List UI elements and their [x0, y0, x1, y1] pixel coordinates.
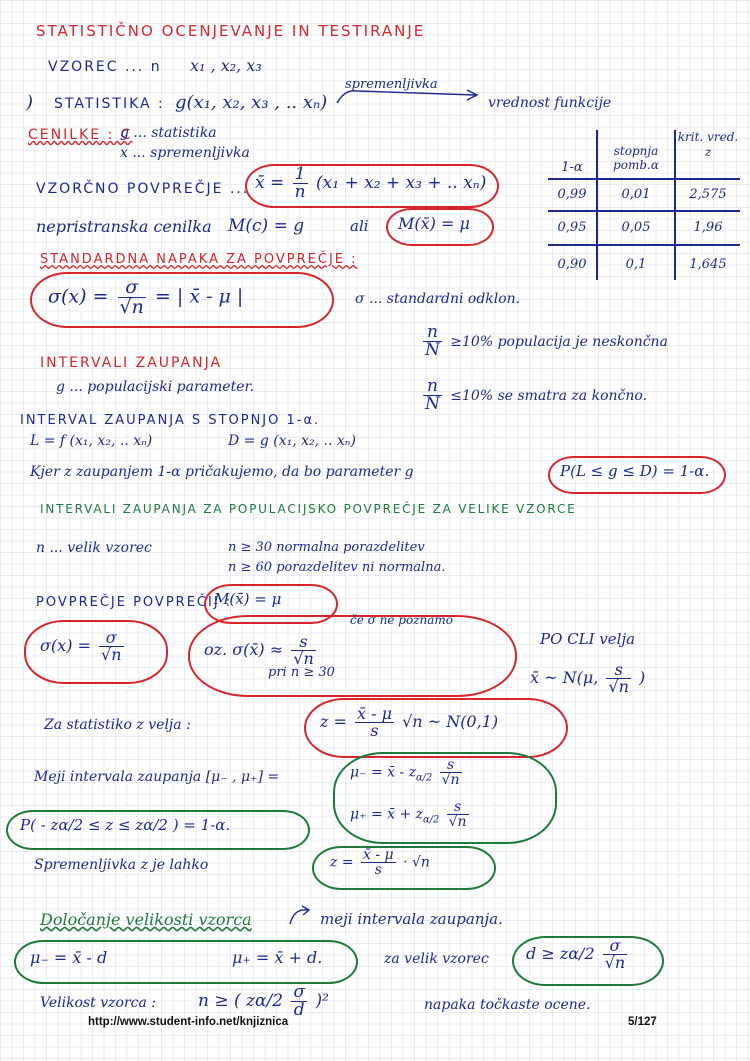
sigma-approx-cond: pri n ≥ 30	[268, 665, 335, 680]
intervals-prob: P(L ≤ g ≤ D) = 1-α.	[560, 462, 710, 480]
bracket-mark: )	[26, 92, 34, 113]
sample-size-plus: μ₊ = x̄ + d.	[232, 948, 323, 967]
table-cell: 0,99	[557, 187, 587, 202]
sample-values: x₁ , x₂, x₃	[190, 56, 262, 75]
sample-size-size-lhs: n ≥ ( zα/2	[198, 991, 284, 1011]
limits-minus	[350, 758, 465, 787]
table-cell: 0,95	[557, 220, 587, 235]
std-error-num: σ	[118, 278, 146, 298]
pop-note-2-num: n	[423, 378, 442, 396]
large-samples-n: n ... velik vzorec	[36, 540, 152, 556]
critical-values-table	[548, 130, 740, 280]
statistic-label: STATISTIKA :	[54, 96, 165, 112]
table-cell: 0,05	[621, 220, 651, 235]
statistic-var-note: spremenljivka	[345, 77, 438, 92]
unbiased-expr: M(c) = g	[228, 216, 305, 236]
limits-plus-num: s	[447, 800, 469, 815]
sample-size-size-close: )²	[315, 991, 329, 1011]
table-header-2: stopnja pomb.α	[613, 144, 659, 173]
sample-size-minus: μ₋ = x̄ - d	[30, 948, 108, 967]
variable-z-den: s	[374, 862, 382, 878]
mean-of-means-label: POVPREČJE POVPREČIJ :	[36, 595, 233, 610]
estimators-heading: CENILKE : C	[28, 127, 133, 143]
limits-label: Meji intervala zaupanja [μ₋ , μ₊] =	[34, 769, 280, 785]
sigma-den: √n	[101, 645, 122, 664]
z-stat-num: x̄ - μ	[357, 704, 393, 723]
sample-mean-den: n	[294, 182, 306, 202]
sigma-num: σ	[99, 630, 124, 647]
prob-z: P( - zα/2 ≤ z ≤ zα/2 ) = 1-α.	[20, 816, 231, 834]
variable-z-num: x̄ - μ	[363, 847, 394, 863]
limits-minus-num: s	[440, 758, 462, 773]
std-error-rest: = | x̄ - μ |	[154, 285, 244, 308]
clt-expr	[530, 662, 645, 695]
table-header-3: krit. vred. z	[677, 130, 739, 159]
sample-size-size-label: Velikost vzorca :	[40, 995, 156, 1011]
mean-of-means-expr: M(x̄) = μ	[214, 590, 282, 608]
limits-plus-sub: α/2	[423, 814, 440, 826]
intervals-bound-l: L = f (x₁, x₂, .. xₙ)	[30, 433, 153, 449]
statistic-result: vrednost funkcije	[488, 95, 612, 111]
intervals-where: Kjer z zaupanjem 1-α pričakujemo, da bo parameter g	[30, 464, 414, 480]
z-stat-lhs: z =	[320, 712, 347, 731]
sample-mean-lhs: x̄ =	[255, 173, 285, 193]
clt-den: √n	[608, 677, 629, 696]
large-samples-rule2: n ≥ 60 porazdelitev ni normalna.	[228, 560, 446, 575]
intervals-heading: INTERVALI ZAUPANJA	[40, 355, 223, 371]
clt-num: s	[606, 662, 631, 679]
arrow-icon	[335, 85, 485, 107]
sigma-approx-note: če σ ne poznamo	[350, 613, 454, 627]
intervals-level: INTERVAL ZAUPANJA S STOPNJO 1-α.	[20, 413, 321, 428]
sample-mean-num: 1	[293, 166, 308, 184]
sigma-approx-num: s	[291, 634, 316, 651]
sample-size-size-note: napaka točkaste ocene.	[424, 997, 591, 1013]
table-header-1: 1-α	[561, 160, 583, 175]
std-error-note: σ ... standardni odklon.	[355, 291, 521, 307]
table-cell: 2,575	[689, 187, 727, 202]
variable-z-rest: · √n	[403, 854, 430, 871]
std-error-lhs: σ(x) =	[48, 285, 109, 308]
large-samples-rule1: n ≥ 30 normalna porazdelitev	[228, 540, 425, 555]
limits-plus	[350, 800, 472, 829]
pop-note-2	[420, 378, 647, 413]
sample-size-ineq	[526, 938, 630, 971]
variable-z-label: Spremenljivka z je lahko	[34, 857, 209, 873]
table-cell: 1,96	[693, 220, 723, 235]
sample-mean-rhs: (x₁ + x₂ + x₃ + .. xₙ)	[316, 173, 487, 193]
z-stat-label: Za statistiko z velja :	[44, 717, 191, 733]
footer-url[interactable]: http://www.student-info.net/knjiznica	[88, 1016, 289, 1028]
table-cell: 0,01	[621, 187, 651, 202]
unbiased-or: ali	[350, 217, 369, 235]
sample-size-size-den: d	[293, 1000, 305, 1020]
sigma-expr	[40, 630, 127, 663]
sigma-approx-expr	[204, 634, 319, 667]
sigma-approx-lhs: oz. σ(x̄) ≈	[204, 640, 284, 659]
sample-size-arrow-note: meji intervala zaupanja.	[320, 910, 503, 928]
table-cell: 1,645	[689, 257, 727, 272]
intervals-bound-d: D = g (x₁, x₂, .. xₙ)	[228, 433, 356, 449]
limits-minus-expr: μ₋ = x̄ - z	[350, 764, 417, 781]
estimators-line1: g ... statistika	[120, 125, 217, 141]
std-error-formula	[48, 278, 243, 317]
estimators-line2: x ... spremenljivka	[120, 145, 250, 161]
large-samples-heading: INTERVALI ZAUPANJA ZA POPULACIJSKO POVPREČJE ZA VELIKE VZORCE	[40, 502, 577, 516]
variable-z-expr	[330, 848, 430, 877]
sample-size-ineq-den: √n	[604, 953, 626, 972]
page-title: STATISTIČNO OCENJEVANJE IN TESTIRANJE	[36, 22, 426, 40]
std-error-den: √n	[119, 296, 144, 318]
clt-lhs: x̄ ~ N(μ,	[530, 668, 599, 687]
z-stat-den: s	[370, 721, 379, 740]
sample-size-size-num: σ	[293, 982, 306, 1002]
sample-size-ineq-num: σ	[603, 938, 628, 955]
unbiased-label: nepristranska cenilka	[36, 217, 212, 236]
sigma-lhs: σ(x) =	[40, 636, 91, 655]
sample-size-ineq-expr: d ≥ zα/2	[526, 944, 595, 963]
clt-close: )	[639, 668, 646, 687]
sample-size-for: za velik vzorec	[384, 951, 489, 967]
sample-size-size-expr	[198, 984, 329, 1019]
pop-note-2-den: N	[425, 394, 440, 414]
pop-note-1-text: ≥10% populacija je neskončna	[450, 334, 668, 350]
pop-note-2-text: ≤10% se smatra za končno.	[450, 388, 648, 404]
pop-note-1-num: n	[423, 324, 442, 342]
sigma-approx-den: √n	[293, 649, 314, 668]
limits-minus-den: √n	[441, 772, 460, 788]
unbiased-expr2: M(x̄) = μ	[398, 214, 470, 233]
table-cell: 0,1	[625, 257, 647, 272]
z-stat-rest: √n ~ N(0,1)	[402, 712, 499, 731]
curved-arrow-icon	[286, 904, 316, 926]
sample-mean-label: VZORČNO POVPREČJE ...	[36, 181, 250, 197]
statistic-formula: g(x₁, x₂, x₃ , .. xₙ)	[175, 92, 328, 113]
std-error-heading: STANDARDNA NAPAKA ZA POVPREČJE :	[40, 252, 358, 267]
pop-note-1-den: N	[425, 340, 440, 360]
z-stat-expr	[320, 706, 498, 739]
sample-label: VZOREC ... n	[48, 59, 162, 75]
table-cell: 0,90	[557, 257, 587, 272]
sample-mean-formula	[255, 166, 486, 201]
intervals-param: g ... populacijski parameter.	[56, 379, 255, 395]
limits-plus-den: √n	[448, 814, 467, 830]
sample-size-heading: Določanje velikosti vzorca	[40, 910, 252, 929]
pop-note-1	[420, 324, 668, 359]
limits-plus-expr: μ₊ = x̄ + z	[350, 806, 424, 823]
page-number: 5/127	[628, 1016, 657, 1028]
clt-line1: PO CLI velja	[540, 630, 636, 648]
limits-minus-sub: α/2	[416, 772, 433, 784]
variable-z-lhs: z =	[330, 854, 354, 871]
